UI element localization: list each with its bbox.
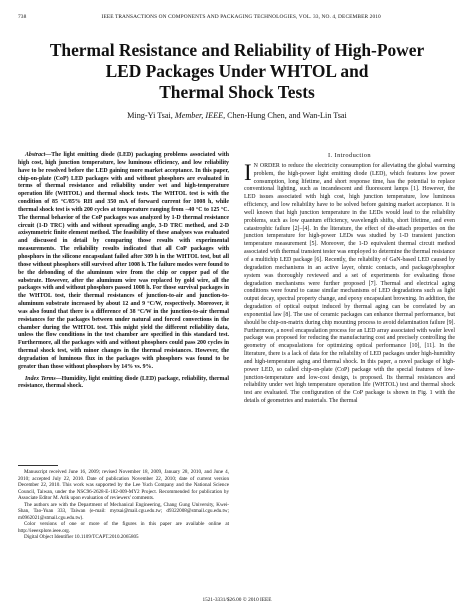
journal-name: IEEE TRANSACTIONS ON COMPONENTS AND PACKAGING TECHNOLOGIES, VOL. 33, NO. 4, DECEMBER 2010 <box>101 14 381 20</box>
right-column <box>244 152 455 406</box>
author-1-role: Member, IEEE, <box>174 111 226 120</box>
abstract <box>18 152 229 372</box>
author-rest: Chen-Hung Chen, and Wan-Lin Tsai <box>227 111 347 120</box>
page-number: 738 <box>18 14 27 20</box>
section-heading-introduction: I. Introduction <box>328 152 371 159</box>
intro-body: to reduce the electricity consumption for alleviating the global warming problem, the high-power light emitting diode (LED), which features low power consumption, long lifetime, and short response time, has the potential to replace conventional lighting, such as incandescent and fluorescent lamps [1]. However, the LED issues associated with high cost, high junction temperature, low luminous efficiency, and low reliability have to be solved before gaining market acceptance. It is well known that high junction temperature in the LEDs would lead to the reliability problems, such as low quantum efficiency, wavelength shifts, short lifetime, and even catastrophic failure [2]–[4]. In the literature, the effect of die-attach properties on the junction temperature for high-power LEDs was studied by 1-D transient junction temperature measurement [5]. Moreover, the 1-D equivalent thermal circuit method associated with thermal transient tester was employed to determine the thermal resistance of a multichip LED package [6]. Recently, the reliability of GaN-based LED caused by degradation mechanisms in an active layer, ohmic contacts, and package/phosphor system was thoroughly reviewed and a set of experiments for evaluating those degradation mechanisms were further proposed [7]. Thermal and electrical aging conditions were found to cause similar mechanisms of LED degradations such as light output decay, spectral property change, and epoxy encapsulant browning. In addition, the degradation of optical output induced by thermal aging can be correlated by an exponential law [8]. The use of ceramic packages can enhance thermal performance, but should be chip-on-matrix during chip mounting process to avoid delamination failure [9]. Furthermore, a novel encapsulation process for an LED array associated with wafer level package was proposed for reducing the manufacturing cost and precisely controlling the geometry of encapsulations for optimizing optical performance [10], [11]. In the literature, there is a lack of data for the reliability of LED packages under high-humidity and high-temperature aging and thermal shock. In this paper, a novel package of high-power LED, so called chip-on-plate (CoP) package with the special features of low-junction-temperature and low-cost design, is proposed. Its thermal resistances and reliability under wet high temperature operation life (WHTOL) test and thermal shock test are evaluated. The configuration of the CoP package is shown in Fig. 1 with the details of geometries and materials. The thermal <box>244 162 455 405</box>
footnote-rule <box>18 465 58 466</box>
intro-smallcaps: N ORDER <box>253 162 280 169</box>
introduction-text <box>244 159 455 406</box>
index-terms-text: —Humidity, light emitting diode (LED) package, reliability, thermal resistance, thermal shock. <box>18 375 230 390</box>
footnote <box>18 465 229 541</box>
page-footer: 1521-3331/$26.00 © 2010 IEEE <box>202 597 272 603</box>
author-list <box>0 111 474 120</box>
title-line-1: Thermal Resistance and Reliability of High-Power <box>49 40 425 60</box>
footnote-affiliation: The authors are with the Department of Mechanical Engineering, Chang Gung University, Kwei-Shan, Tao-Yuan 333, Taiwan (e-mail: mytsai@mail.cgu.edu.tw; d9322008@stmail.cgu.edu.tw; m0962021@stmail.cgu.edu.tw). <box>18 501 229 521</box>
author-1: Ming-Yi Tsai, <box>127 111 173 120</box>
paper-title <box>0 40 474 103</box>
drop-cap: I <box>244 159 252 185</box>
title-line-3: Thermal Shock Tests <box>159 82 315 102</box>
index-terms-lead: Index Terms <box>25 375 56 382</box>
running-header <box>18 14 456 20</box>
abstract-lead: Abstract <box>25 152 46 158</box>
footnote-doi: Digital Object Identifier 10.1109/TCAPT.2010.2065805 <box>24 534 139 540</box>
footnote-manuscript: Manuscript received June 16, 2009; revised November 18, 2009, January 28, 2010, and June 4, 2010; accepted July 22, 2010. Date of publication November 22, 2010; date of current version December 22, 2010. This work was supported by the Lee Yuch Company and the National Science Council, Taiwan, under the NSC96-2628-E-182-009-MY2 Project. Recommended for publication by Associate Editor M. Arik upon evaluation of reviewers' comments. <box>18 469 229 501</box>
left-column <box>18 152 229 391</box>
title-line-2: LED Packages Under WHTOL and <box>105 61 369 81</box>
index-terms <box>18 376 229 392</box>
abstract-text: —The light emitting diode (LED) packaging problems associated with high cost, high junction temperature, low luminous efficiency, and low reliability have to be resolved before the LED gaining more market acceptance. In this paper, chip-on-plate (CoP) LED packages with and without phosphors are evaluated in terms of thermal resistance and reliability under wet and high-temperature operation life (WHTOL) and thermal shock tests. The WHTOL test is with the condition of 85 °C/85% RH and 350 mA of forward current for 1008 h, while thermal shock test is with 200 cycles at temperature ranging from −40 °C to 125 °C. The thermal behavior of the CoP packages was analyzed by 1-D thermal resistance circuit (1-D TRC) with and without spreading angle, 3-D TRC method, and 2-D axisymmetric finite element method. The feasibility of these analyses was evaluated and discussed in detail by comparing those results with experimental measurements. The reliability results indicated that all CoP packages with phosphors in the silicone encapsulant failed after 309 h in the WHTOL test, but all those without phosphors still survived after 1008 h. The failure modes were found to be the debonding of the aluminum wire from the chip or copper pad of the substrate. However, after the aluminum wire was replaced by gold wire, all the packages with and without phosphors passed 1008 h. For those survival packages in the WHTOL test, their thermal resistances of junction-to-air and junction-to-aluminum substrate increased by about 12 and 9 °C/W, respectively. Moreover, it was also found that there is a difference of 38 °C/W in the junction-to-air thermal resistances for the packages between under natural and forced convections in the chamber during the WHTOL test. This might yield the different reliability data, unless the flow conditions in the test chamber are specified in this standard test. Furthermore, all the packages with and without phosphors could pass 200 cycles in thermal shock test, with minor changes in the thermal resistances. However, the degradation of luminous flux in the packages with phosphors was found to be greater than those without phosphors by 14% vs. 9%. <box>18 152 229 370</box>
footnote-color: Color versions of one or more of the figures in this paper are available online at http://ieeexplore.ieee.org. <box>18 521 229 534</box>
